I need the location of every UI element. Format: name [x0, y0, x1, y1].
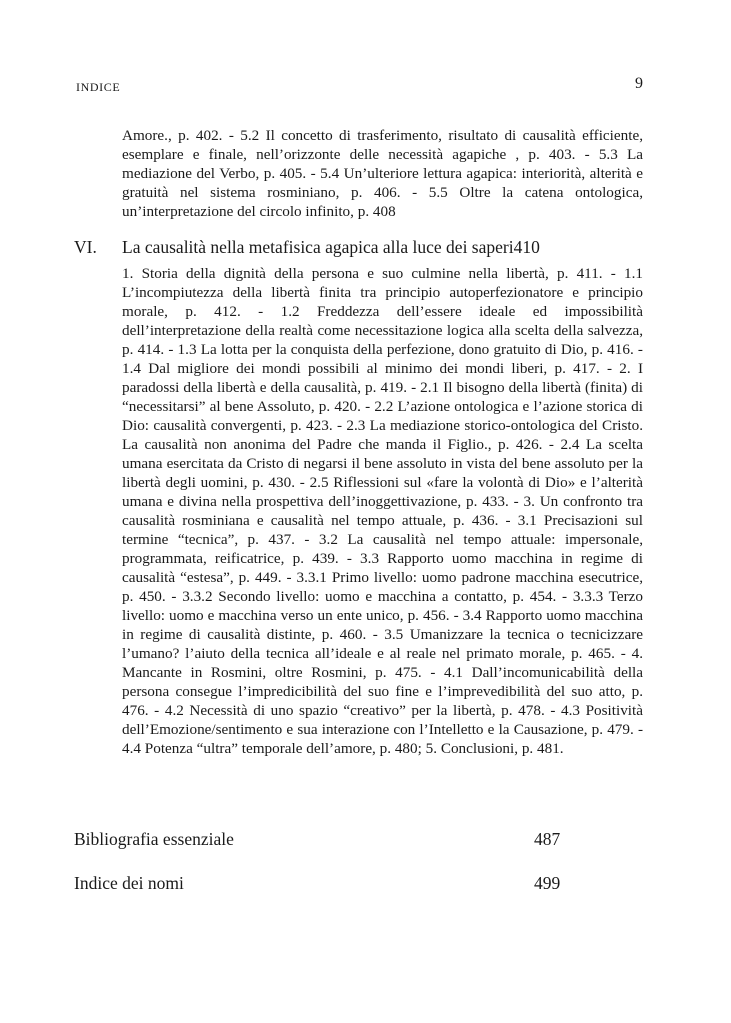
chapter-summary: 1. Storia della dignità della persona e suo culmine nella libertà, p. 411. - 1.1 L’incompiutezza della libertà finita tra principio autoperfezionatore e principio morale, p. 412. - 1.2 Freddezza dell’essere ideale ed impossibilità dell’interpretazione della realtà come necessitazione logica alla scelta della salvezza, p. 414. - 1.3 La lotta per la conquista della perfezione, dono gratuito di Dio, p. 416. - 1.4 Dal migliore dei mondi possibili al minimo dei mondi liberi, p. 417. - 2. I paradossi della libertà e della causalità, p. 419. - 2.1 Il bisogno della libertà (finita) di “necessitarsi” al bene Assoluto, p. 420. - 2.2 L’azione ontologica e l’azione storica di Dio: causalità convergenti, p. 423. - 2.3 La mediazione storico-ontologica del Cristo. La causalità non anonima del Padre che manda il Figlio., p. 426. - 2.4 La scelta umana esercitata da Cristo di negarsi il bene assoluto in vista del bene assoluto per la libertà degli uomini, p. 430. - 2.5 Riflessioni sul «fare la volontà di Dio» e l’alterità umana e divina nella prospettiva dell’inoggettivazione, p. 433. - 3. Un confronto tra causalità rosminiana e causalità nel tempo attuale, p. 436. - 3.1 Precisazioni sul termine “tecnica”, p. 437. - 3.2 La causalità nel tempo attuale: impersonale, programmata, reificatrice, p. 439. - 3.3 Rapporto uomo macchina in regime di causalità “estesa”, p. 449. - 3.3.1 Primo livello: uomo padrone macchina esecutrice, p. 450. - 3.3.2 Secondo livello: uomo e macchina a contatto, p. 454. - 3.3.3 Terzo livello: uomo e macchina verso un ente unico, p. 456. - 3.4 Rapporto uomo macchina in regime di causalità distinte, p. 460. - 3.5 Umanizzare la tecnica o tecnicizzare l’umano? l’aiuto della tecnica all’ideale e al reale nel primato morale, p. 465. - 4. Mancante in Rosmini, oltre Rosmini, p. 475. - 4.1 Dall’incomunicabilità della persona consegue l’impredicibilità del suo fine e l’imprevedibilità del suo atto, p. 476. - 4.2 Necessità di uno spazio “creativo” per la libertà, p. 478. - 4.3 Positività dell’Emozione/sentimento e sua interazione con l’Intelletto e la Causazione, p. 479. - 4.4 Potenza “ultra” temporale dell’amore, p. 480; 5. Conclusioni, p. 481.: [122, 265, 643, 757]
page-number: 9: [635, 75, 643, 92]
entry-label: Bibliografia essenziale: [74, 829, 234, 849]
continued-section-summary: Amore., p. 402. - 5.2 Il concetto di trasferimento, risultato di causalità efficiente, esemplare e finale, nell’orizzonte delle necessità agapiche , p. 403. - 5.3 La mediazione del Verbo, p. 405. - 5.4 Un’ulteriore lettura agapica: interiorità, alterità e gratuità nel sistema rosminiano, p. 406. - 5.5 Oltre la catena ontologica, un’interpretazione del circolo infinito, p. 408: [122, 127, 643, 220]
entry-page: 487: [534, 829, 561, 849]
chapter-title: La causalità nella metafisica agapica alla luce dei saperi: [122, 237, 514, 257]
chapter-title-line: [122, 236, 540, 258]
chapter-number: VI.: [74, 237, 97, 257]
chapter-page: 410: [513, 237, 540, 257]
running-head: INDICE: [76, 80, 121, 94]
entry-label: Indice dei nomi: [74, 873, 184, 893]
entry-page: 499: [534, 873, 561, 893]
